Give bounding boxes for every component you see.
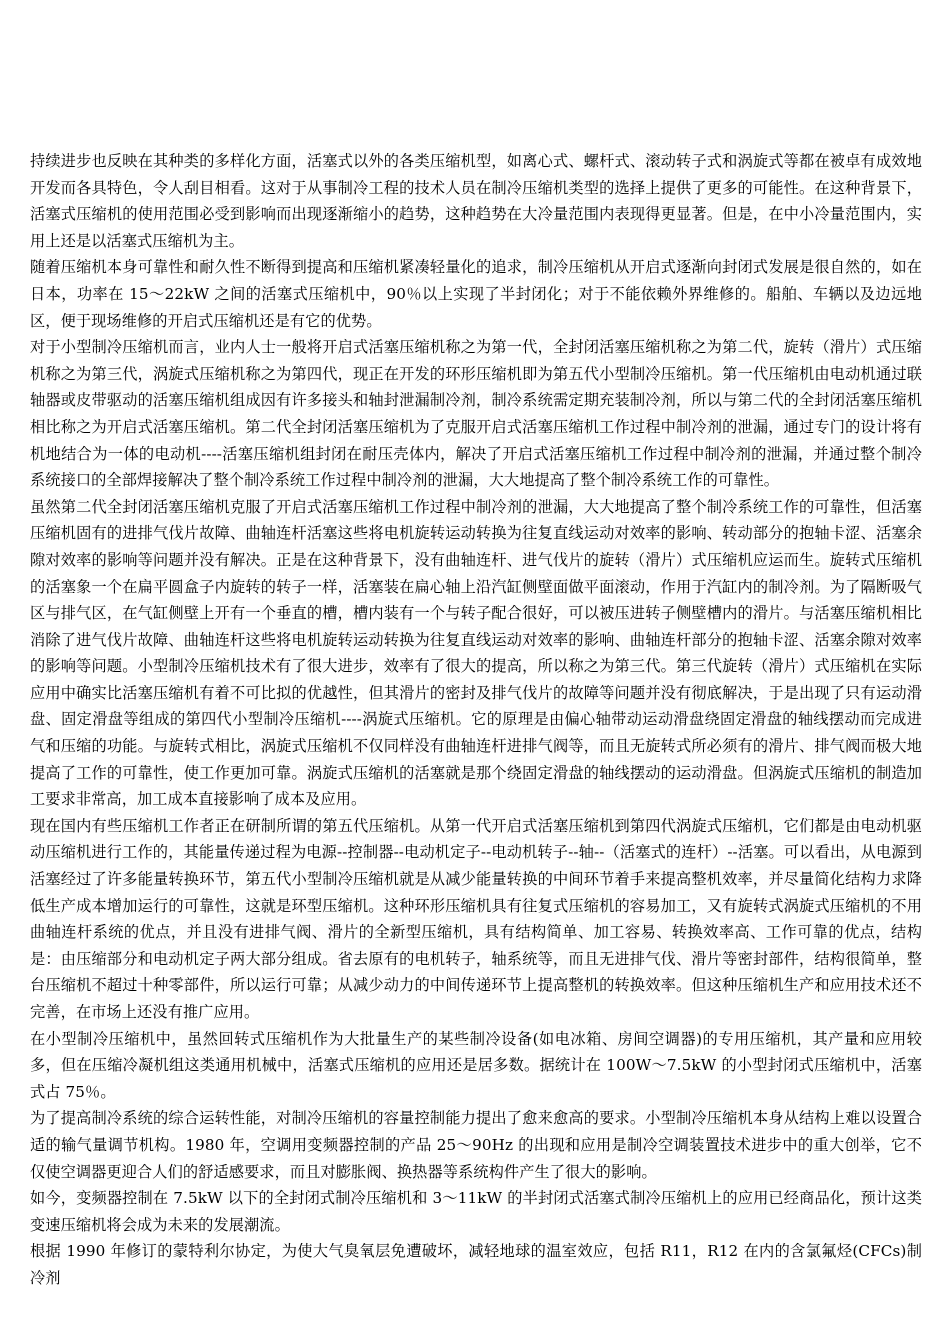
paragraph-capacity-control: 为了提高制冷系统的综合运转性能，对制冷压缩机的容量控制能力提出了愈来愈高的要求。小型制冷压缩机本身从结构上难以设置合适的输气量调节机构。1980 年，空调用变频器控制的产品 25～90Hz 的出现和应用是制冷空调装置技术进步中的重大创举，它不仅使空调器更迎合人们的舒适感要求，而且对膨胀阀、换热器等系统构件产生了很大的影响。 — [30, 1109, 922, 1181]
paragraph-small-compressors: 在小型制冷压缩机中，虽然回转式压缩机作为大批量生产的某些制冷设备(如电冰箱、房间空调器)的专用压缩机，其产量和应用较多，但在压缩冷凝机组这类通用机械中，活塞式压缩机的应用还是居多数。据统计在 100W～7.5kW 的小型封闭式压缩机中，活塞式占 75％。 — [30, 1029, 922, 1101]
paragraph-generations: 对于小型制冷压缩机而言，业内人士一般将开启式活塞压缩机称之为第一代，全封闭活塞压缩机称之为第二代，旋转（滑片）式压缩机称之为第三代，涡旋式压缩机称之为第四代，现正在开发的环形压缩机即为第五代小型制冷压缩机。第一代压缩机由电动机通过联轴器或皮带驱动的活塞压缩机组成因有许多接头和轴封泄漏制冷剂，制冷系统需定期充装制冷剂，所以与第二代的全封闭活塞压缩机相比称之为开启式活塞压缩机。第二代全封闭活塞压缩机为了克服开启式活塞压缩机工作过程中制冷剂的泄漏，通过专门的设计将有机地结合为一体的电动机----活塞压缩机组封闭在耐压壳体内，解决了开启式活塞压缩机工作过程中制冷剂的泄漏，并通过整个制冷系统接口的全部焊接解决了整个制冷系统工作过程中制冷剂的泄漏，大大地提高了整个制冷系统工作的可靠性。 — [30, 338, 922, 490]
paragraph-fifth-generation: 现在国内有些压缩机工作者正在研制所谓的第五代压缩机。从第一代开启式活塞压缩机到第四代涡旋式压缩机，它们都是由电动机驱动压缩机进行工作的，其能量传递过程为电源--控制器--电动机定子--电动机转子--轴--（活塞式的连杆）--活塞。可以看出，从电源到活塞经过了许多能量转换环节，第五代小型制冷压缩机就是从减少能量转换的中间环节着手来提高整机效率，并尽量简化结构力求降低生产成本增加运行的可靠性，这就是环型压缩机。这种环形压缩机具有往复式压缩机的容易加工，又有旋转式涡旋式压缩机的不用曲轴连杆系统的优点，并且没有进排气阀、滑片的全新型压缩机，具有结构简单、加工容易、转换效率高、工作可靠的优点，结构是：由压缩部分和电动机定子两大部分组成。省去原有的电机转子，轴系统等，而且无进排气伐、滑片等密封部件，结构很简单，整台压缩机不超过十种零部件，所以运行可靠；从减少动力的中间传递环节上提高整机的转换效率。但这种压缩机生产和应用技术还不完善，在市场上还没有推广应用。 — [30, 816, 922, 1021]
paragraph-diversity: 持续进步也反映在其种类的多样化方面，活塞式以外的各类压缩机型，如离心式、螺杆式、滚动转子式和涡旋式等都在被卓有成效地开发而各具特色，令人刮目相看。这对于从事制冷工程的技术人员在制冷压缩机类型的选择上提供了更多的可能性。在这种背景下，活塞式压缩机的使用范围必受到影响而出现逐渐缩小的趋势，这种趋势在大冷量范围内表现得更显著。但是，在中小冷量范围内，实用上还是以活塞式压缩机为主。 — [30, 152, 922, 250]
document-body — [30, 148, 922, 1292]
paragraph-inverter: 如今，变频器控制在 7.5kW 以下的全封闭式制冷压缩机和 3～11kW 的半封闭式活塞式制冷压缩机上的应用已经商品化，预计这类变速压缩机将会成为未来的发展潮流。 — [30, 1189, 922, 1234]
paragraph-montreal-protocol: 根据 1990 年修订的蒙特利尔协定，为使大气臭氧层免遭破坏，减轻地球的温室效应，包括 R11，R12 在内的含氯氟烃(CFCs)制冷剂 — [30, 1242, 922, 1287]
paragraph-hermetic-trend: 随着压缩机本身可靠性和耐久性不断得到提高和压缩机紧凑轻量化的追求，制冷压缩机从开启式逐渐向封闭式发展是很自然的，如在日本，功率在 15～22kW 之间的活塞式压缩机中，90％以上实现了半封闭化；对于不能依赖外界维修的。船舶、车辆以及边远地区，便于现场维修的开启式压缩机还是有它的优势。 — [30, 258, 922, 330]
paragraph-rotary-scroll: 虽然第二代全封闭活塞压缩机克服了开启式活塞压缩机工作过程中制冷剂的泄漏，大大地提高了整个制冷系统工作的可靠性，但活塞压缩机固有的进排气伐片故障、曲轴连杆活塞这些将电机旋转运动转换为往复直线运动对效率的影响、转动部分的抱轴卡涩、活塞余隙对效率的影响等问题并没有解决。正是在这种背景下，没有曲轴连杆、进气伐片的旋转（滑片）式压缩机应运而生。旋转式压缩机的活塞象一个在扁平圆盒子内旋转的转子一样，活塞装在扁心轴上沿汽缸侧壁面做平面滚动，作用于汽缸内的制冷剂。为了隔断吸气区与排气区，在气缸侧壁上开有一个垂直的槽，槽内装有一个与转子配合很好，可以被压进转子侧壁槽内的滑片。与活塞压缩机相比消除了进气伐片故障、曲轴连杆这些将电机旋转运动转换为往复直线运动对效率的影响、曲轴连杆部分的抱轴卡涩、活塞余隙对效率的影响等问题。小型制冷压缩机技术有了很大进步，效率有了很大的提高，所以称之为第三代。第三代旋转（滑片）式压缩机在实际应用中确实比活塞压缩机有着不可比拟的优越性，但其滑片的密封及排气伐片的故障等问题并没有彻底解决，于是出现了只有运动滑盘、固定滑盘等组成的第四代小型制冷压缩机----涡旋式压缩机。它的原理是由偏心轴带动运动滑盘绕固定滑盘的轴线摆动而完成进气和压缩的功能。与旋转式相比，涡旋式压缩机不仅同样没有曲轴连杆进排气阀等，而且无旋转式所必须有的滑片、排气阀而极大地提高了工作的可靠性，使工作更加可靠。涡旋式压缩机的活塞就是那个绕固定滑盘的轴线摆动的运动滑盘。但涡旋式压缩机的制造加工要求非常高，加工成本直接影响了成本及应用。 — [30, 497, 922, 809]
